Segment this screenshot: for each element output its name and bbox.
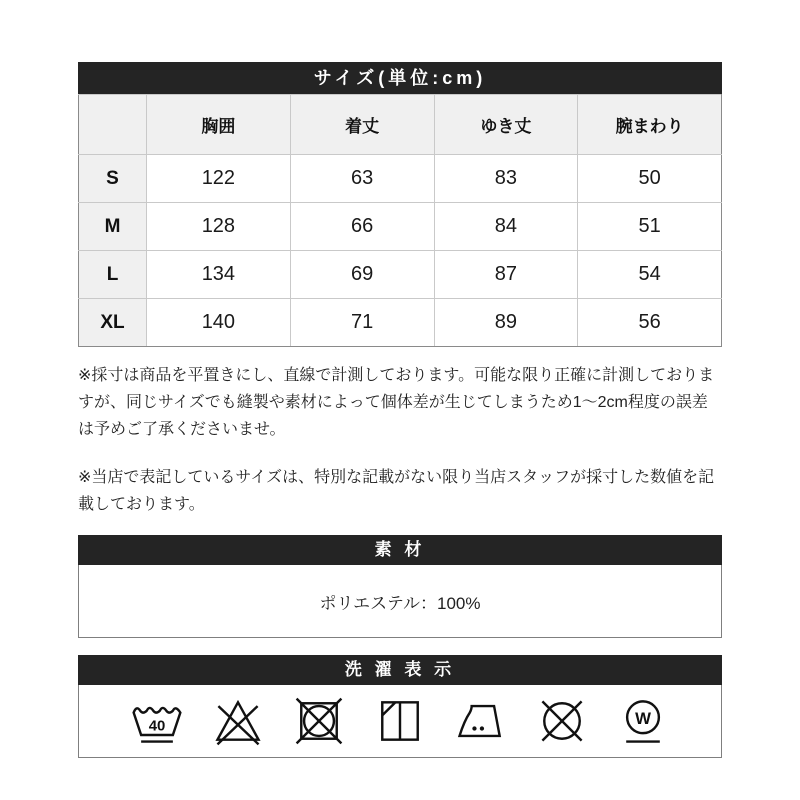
size-label: L (79, 251, 147, 299)
measurement-note: ※採寸は商品を平置きにし、直線で計測しております。可能な限り正確に計測しておりますが、同じサイズでも縫製や素材によって個体差が生じてしまうため1〜2cm程度の誤差は予めご了承くださいませ。 (78, 367, 715, 438)
cell-value: 84 (434, 203, 578, 251)
cell-value: 54 (578, 251, 722, 299)
material-section-title: 素 材 (374, 540, 426, 559)
size-section-title: サイズ(単位:cm) (313, 68, 487, 88)
cell-value: 122 (147, 155, 291, 203)
cell-value: 87 (434, 251, 578, 299)
washing-icons-box (78, 685, 722, 758)
cell-value: 51 (578, 203, 722, 251)
svg-text:W: W (635, 708, 651, 728)
no-bleach-icon (210, 693, 266, 749)
cell-value: 83 (434, 155, 578, 203)
cell-value: 69 (290, 251, 434, 299)
iron-medium-two-dots-icon (453, 693, 509, 749)
column-header-arm: 腕まわり (578, 95, 722, 155)
corner-cell (79, 95, 147, 155)
cell-value: 63 (290, 155, 434, 203)
column-header-sleeve: ゆき丈 (434, 95, 578, 155)
table-row-m (79, 203, 722, 251)
size-table-header-row (79, 95, 722, 155)
washing-section-header (78, 655, 722, 685)
material-value: ポリエステル：100% (319, 593, 481, 613)
column-header-chest: 胸囲 (147, 95, 291, 155)
table-row-xl (79, 299, 722, 347)
wet-clean-mild-icon (615, 693, 671, 749)
no-dry-clean-icon (534, 693, 590, 749)
column-header-length: 着丈 (290, 95, 434, 155)
size-label: XL (79, 299, 147, 347)
cell-value: 56 (578, 299, 722, 347)
size-section-header (78, 62, 722, 94)
cell-value: 89 (434, 299, 578, 347)
size-table (78, 94, 722, 347)
size-label: M (79, 203, 147, 251)
cell-value: 140 (147, 299, 291, 347)
table-row-s (79, 155, 722, 203)
table-row-l (79, 251, 722, 299)
product-spec-page (78, 0, 722, 758)
washing-section-title: 洗 濯 表 示 (344, 660, 456, 679)
cell-value: 66 (290, 203, 434, 251)
cell-value: 71 (290, 299, 434, 347)
material-box (78, 565, 722, 638)
cell-value: 50 (578, 155, 722, 203)
no-tumble-dry-icon (291, 693, 347, 749)
hang-dry-in-shade-icon (372, 693, 428, 749)
cell-value: 128 (147, 203, 291, 251)
material-section-header (78, 535, 722, 565)
svg-text:40: 40 (148, 717, 166, 735)
cell-value: 134 (147, 251, 291, 299)
wash-40-mild-icon (129, 693, 185, 749)
size-label: S (79, 155, 147, 203)
size-listing-note: ※当店で表記しているサイズは、特別な記載がない限り当店スタッフが採寸した数値を記載しております。 (78, 469, 715, 513)
